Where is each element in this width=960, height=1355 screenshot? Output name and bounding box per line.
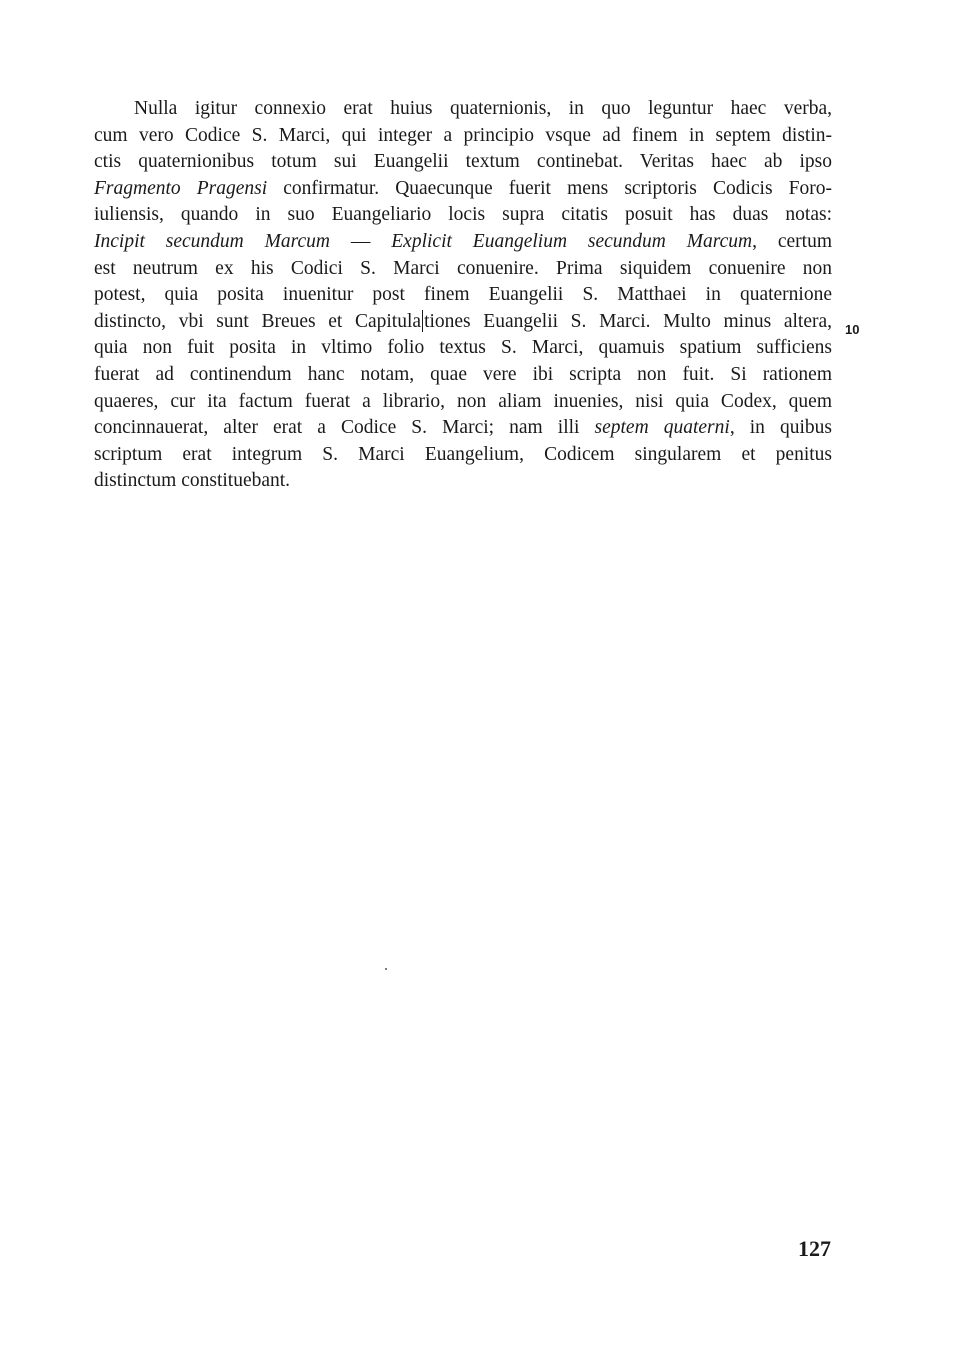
text-run: est neutrum ex his Codici S. Marci conuenire. Prima siquidem conuenire non <box>94 257 832 279</box>
text-line <box>94 256 832 283</box>
text-run: concinnauerat, alter erat a Codice S. Marci; nam illi <box>94 417 595 439</box>
text-line <box>94 309 832 336</box>
text-run: fuerat ad continendum hanc notam, quae vere ibi scripta non fuit. Si rationem <box>94 363 832 385</box>
text-run: potest, quia posita inuenitur post finem Euangelii S. Matthaei in quaternione <box>94 284 832 306</box>
text-line <box>94 202 832 229</box>
text-run: iuliensis, quando in suo Euangeliario locis supra citatis posuit has duas notas: <box>94 204 832 226</box>
text-run: quaeres, cur ita factum fuerat a librario, non aliam inuenies, nisi quia Codex, quem <box>94 390 832 412</box>
page-number: 127 <box>798 1236 831 1261</box>
text-run: distincto, vbi sunt Breues et Capitula <box>94 310 422 332</box>
text-run: confirmatur. Quaecunque fuerit mens scriptoris Codicis Foro- <box>267 177 832 199</box>
text-line <box>94 229 832 256</box>
text-run: , in quibus <box>729 417 832 439</box>
text-run: scriptum erat integrum S. Marci Euangelium, Codicem singularem et penitus <box>94 443 832 465</box>
text-line <box>94 335 832 362</box>
text-line <box>94 415 832 442</box>
text-line <box>94 123 832 150</box>
text-run: tiones Euangelii S. Marci. Multo minus altera, <box>424 310 832 332</box>
text-line <box>94 176 832 203</box>
text-line <box>94 96 832 123</box>
text-run: distinctum constituebant. <box>94 470 291 492</box>
text-line <box>94 362 832 389</box>
text-line <box>94 282 832 309</box>
italic-text: Explicit Euangelium secundum Marcum <box>391 230 753 252</box>
italic-text: Fragmento Pragensi <box>94 177 268 199</box>
italic-text: septem quaterni <box>594 417 730 439</box>
text-run: ctis quaternionibus totum sui Euangelii textum continebat. Veritas haec ab ipso <box>94 151 832 173</box>
text-line <box>94 389 832 416</box>
column-break-marker <box>422 310 423 332</box>
body-text <box>94 96 832 495</box>
print-speck <box>385 968 387 970</box>
text-line <box>94 149 832 176</box>
text-run: — <box>330 230 392 252</box>
text-line <box>94 468 832 495</box>
text-run: quia non fuit posita in vltimo folio textus S. Marci, quamuis spatium sufficiens <box>94 337 832 359</box>
italic-text: Incipit secundum Marcum <box>94 230 330 252</box>
text-run: Nulla igitur connexio erat huius quaternionis, in quo leguntur haec verba, <box>134 98 832 119</box>
text-line <box>94 442 832 469</box>
margin-line-number: 10 <box>845 322 860 337</box>
text-run: , certum <box>752 230 833 252</box>
text-run: cum vero Codice S. Marci, qui integer a principio vsque ad finem in septem distin- <box>94 124 832 146</box>
